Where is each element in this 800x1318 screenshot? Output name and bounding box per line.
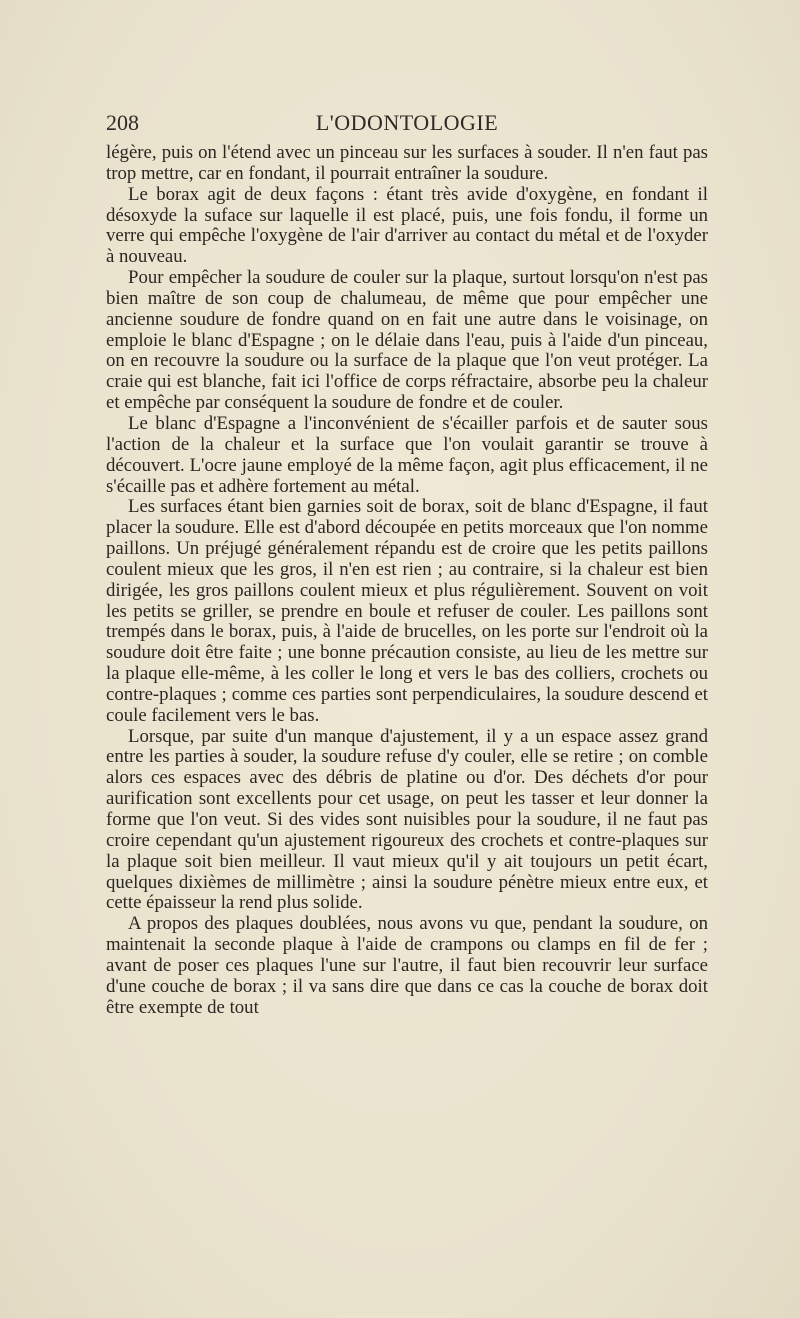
paragraph-borax: Le borax agit de deux façons : étant très avide d'oxygène, en fondant il désoxyde la suface sur laquelle il est placé, puis, une fois fondu, il forme un verre qui empêche l'oxygène de l'air d'arriver au contact du métal et de l'oxyder à nouveau. xyxy=(106,183,708,268)
paragraph-continuation: légère, puis on l'étend avec un pinceau sur les surfaces à souder. Il n'en faut pas trop mettre, car en fondant, il pourrait entraîner la soudure. xyxy=(106,142,708,184)
paragraph-plaques-doublees: A propos des plaques doublées, nous avons vu que, pendant la soudure, on maintenait la seconde plaque à l'aide de crampons ou clamps en fil de fer ; avant de poser ces plaques l'une sur l'autre, il faut bien recouvrir leur surface d'une couche de borax ; il va sans dire que dans ce cas la couche de borax doit être exempte de tout xyxy=(106,913,708,1018)
paragraph-ajustement: Lorsque, par suite d'un manque d'ajustement, il y a un espace assez grand entre les parties à souder, la soudure refuse d'y couler, elle se retire ; on comble alors ces espaces avec des débris de platine ou d'or. Des déchets d'or pour aurification sont excellents pour cet usage, on peut les tasser et leur donner la forme que l'on veut. Si des vides sont nuisibles pour la soudure, il ne faut pas croire cependant qu'un ajustement rigoureux des crochets et contre-plaques sur la plaque soit bien meilleur. Il vaut mieux qu'il y ait toujours un petit écart, quelques dixièmes de millimètre ; ainsi la soudure pénètre mieux entre eux, et cette épaisseur la rend plus solide. xyxy=(106,725,708,914)
running-title: L'ODONTOLOGIE xyxy=(315,110,499,135)
paragraph-blanc-espagne: Pour empêcher la soudure de couler sur la plaque, surtout lorsqu'on n'est pas bien maître de son coup de chalumeau, de même que pour empêcher une ancienne soudure de fondre quand on en fait une autre dans le voisinage, on emploie le blanc d'Espagne ; on le délaie dans l'eau, puis à l'aide d'un pinceau, on en recouvre la soudure ou la surface de la plaque que l'on veut protéger. La craie qui est blanche, fait ici l'office de corps réfractaire, absorbe peu la chaleur et empêche par conséquent la soudure de fondre et de couler. xyxy=(106,267,708,414)
paragraph-paillons: Les surfaces étant bien garnies soit de borax, soit de blanc d'Espagne, il faut placer la soudure. Elle est d'abord découpée en petits morceaux que l'on nomme paillons. Un préjugé généralement répandu est de croire que les petits paillons coulent mieux que les gros, il n'en est rien ; au contraire, si la chaleur est bien dirigée, les gros paillons coulent mieux et plus régulièrement. Souvent on voit les petits se griller, se prendre en boule et refuser de couler. Les paillons sont trempés dans le borax, puis, à l'aide de brucelles, on les porte sur l'endroit où la soudure doit être faite ; une bonne précaution consiste, au lieu de les mettre sur la plaque elle-même, à les coller le long et vers le bas des colliers, crochets ou contre-plaques ; comme ces parties sont perpendiculaires, la soudure descend et coule facilement vers le bas. xyxy=(106,496,708,726)
page-header xyxy=(106,110,708,140)
paragraph-ocre: Le blanc d'Espagne a l'inconvénient de s'écailler parfois et de sauter sous l'action de la chaleur et la surface que l'on voulait garantir se trouve à découvert. L'ocre jaune employé de la même façon, agit plus efficacement, il ne s'écaille pas et adhère fortement au métal. xyxy=(106,412,708,497)
page-number: 208 xyxy=(106,110,139,135)
body-text xyxy=(106,143,708,1018)
